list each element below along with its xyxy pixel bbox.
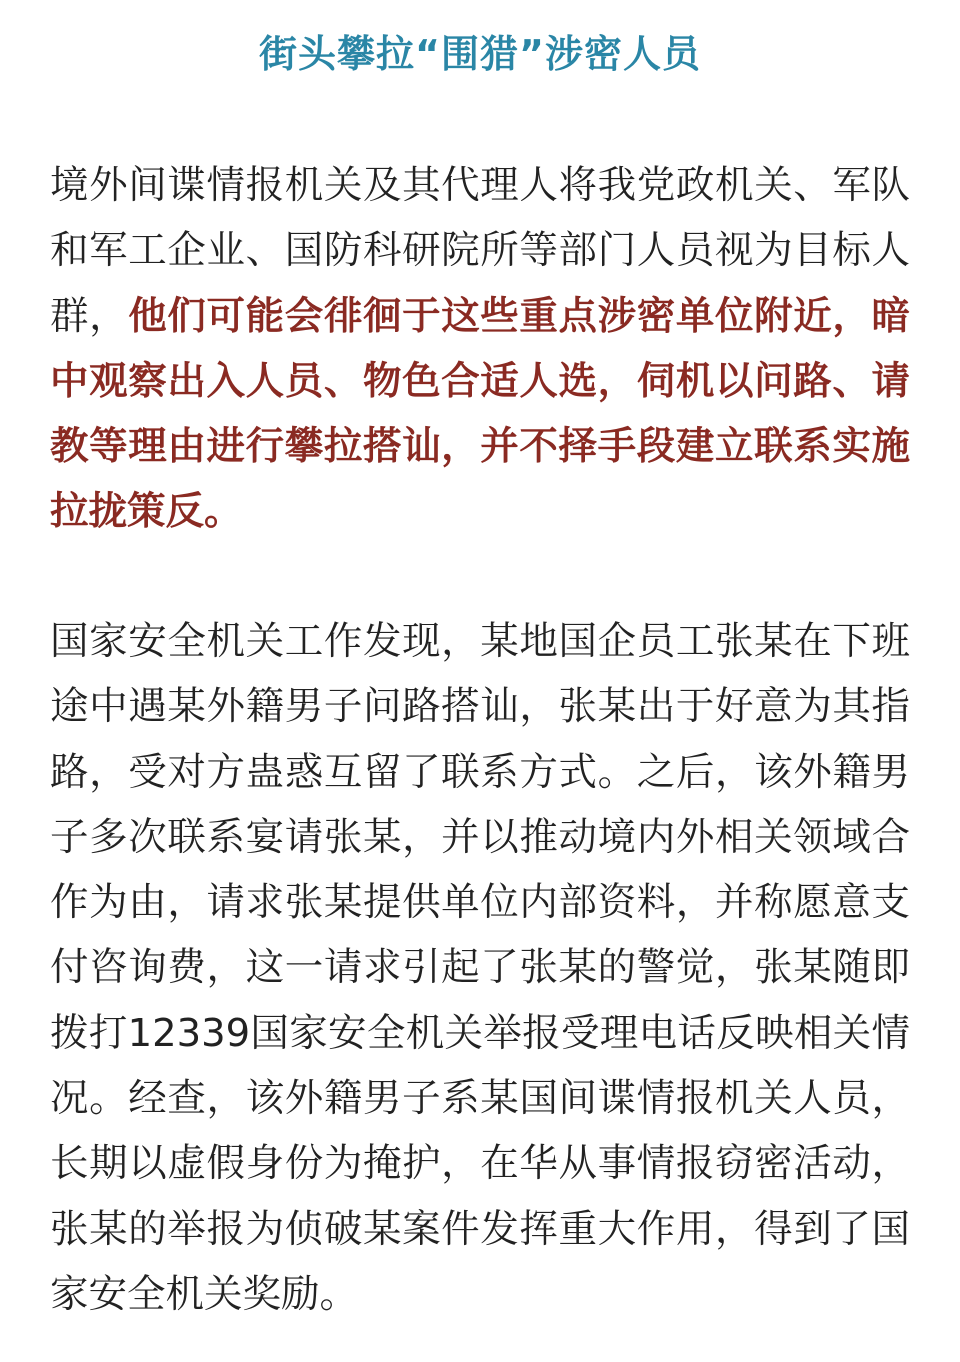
paragraph-intro-emphasis: 他们可能会徘徊于这些重点涉密单位附近，暗中观察出入人员、物色合适人选，伺机以问路、请教等理由进行攀拉搭讪，并不择手段建立联系实施拉拢策反。 (50, 293, 910, 535)
article-title: 街头攀拉“围猎”涉密人员 (259, 32, 701, 76)
paragraph-intro (50, 153, 910, 545)
paragraph-case: 国家安全机关工作发现，某地国企员工张某在下班途中遇某外籍男子问路搭讪，张某出于好意为其指路，受对方蛊惑互留了联系方式。之后，该外籍男子多次联系宴请张某，并以推动境内外相关领域合作为由，请求张某提供单位内部资料，并称愿意支付咨询费，这一请求引起了张某的警觉，张某随即拨打12339国家安全机关举报受理电话反映相关情况。经查，该外籍男子系某国间谍情报机关人员，长期以虚假身份为掩护，在华从事情报窃密活动，张某的举报为侦破某案件发挥重大作用，得到了国家安全机关奖励。 (50, 619, 910, 1317)
paragraph-intro-text: 境外间谍情报机关及其代理人将我党政机关、军队和军工企业、国防科研院所等部门人员视为目标人群， (50, 163, 910, 339)
